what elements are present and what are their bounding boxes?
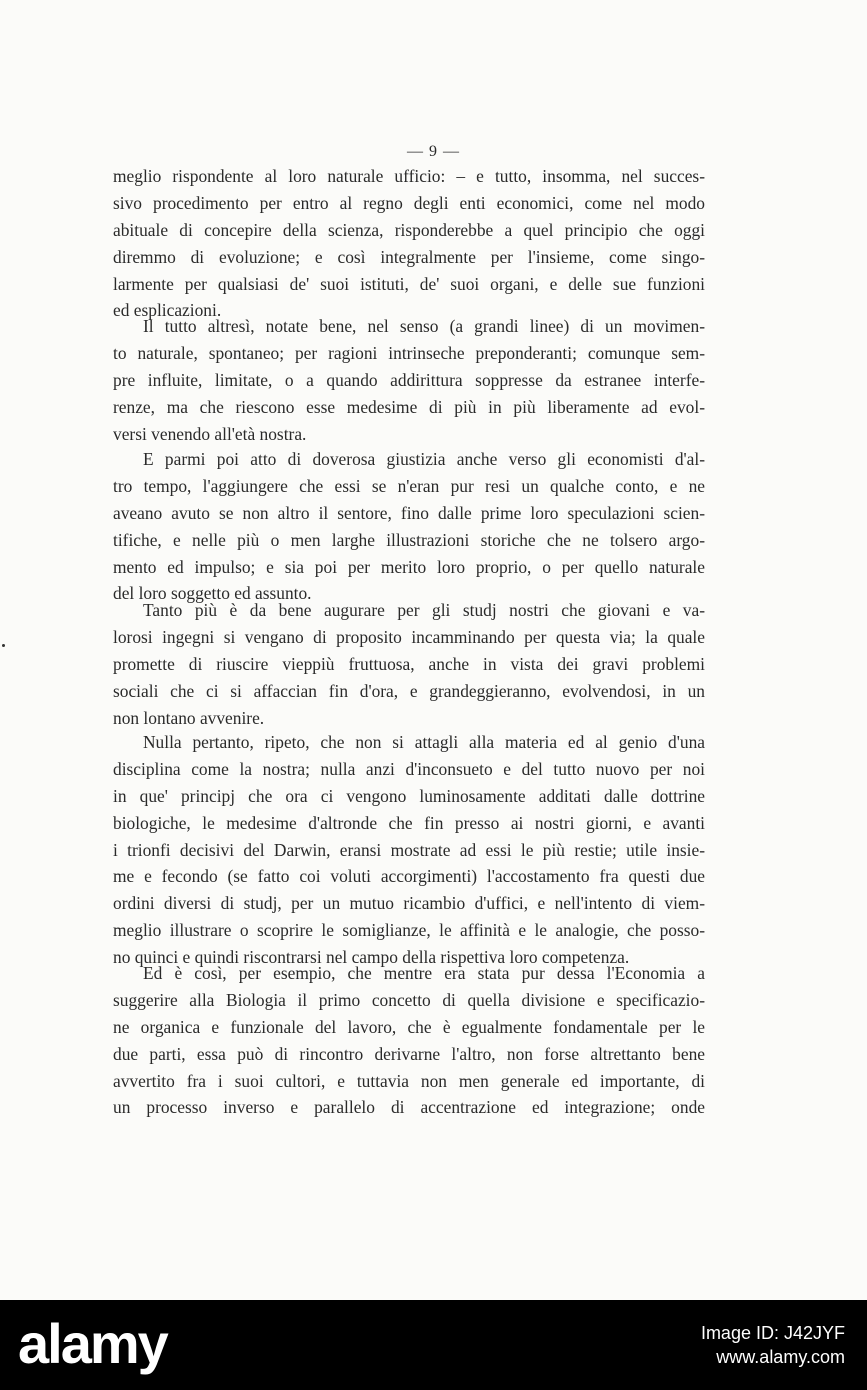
text-line: avvertito fra i suoi cultori, e tuttavia non men generale ed importante, di — [113, 1070, 705, 1091]
text-line: Il tutto altresì, notate bene, nel senso (a grandi linee) di un movimen- — [143, 316, 705, 336]
text-line: meglio illustrare o scoprire le somiglianze, le affinità e le analogie, che posso- — [113, 920, 705, 941]
text-line: due parti, essa può di rincontro derivarne l'altro, non forse altrettanto bene — [113, 1043, 705, 1064]
text-line: no quinci e quindi riscontrarsi nel campo della rispettiva loro competenza. — [113, 947, 630, 968]
paragraph-5 — [113, 729, 705, 971]
text-line: un processo inverso e parallelo di accentrazione ed integrazione; onde — [113, 1097, 705, 1118]
text-line: versi venendo all'età nostra. — [113, 423, 307, 444]
text-line: tifiche, e nelle più o men larghe illustrazioni storiche che ne tolsero argo- — [113, 529, 705, 550]
image-id: Image ID: J42JYF — [700, 1323, 845, 1343]
margin-mark — [2, 644, 5, 647]
site-url: www.alamy.com — [716, 1347, 845, 1367]
paragraph-4 — [113, 597, 705, 731]
text-line: biologiche, le medesime d'altronde che fin presso ai nostri giorni, e avanti — [113, 812, 705, 833]
text-line: renze, ma che riescono esse medesime di più in più liberamente ad evol- — [113, 396, 705, 417]
text-line: Nulla pertanto, ripeto, che non si attagli alla materia ed al genio d'una — [143, 732, 705, 752]
text-line: lorosi ingegni si vengano di proposito incamminando per questa via; la quale — [113, 626, 705, 647]
stock-info — [701, 1322, 845, 1370]
text-line: sivo procedimento per entro al regno degli enti economici, come nel modo — [113, 192, 705, 213]
text-line: promette di riuscire vieppiù fruttuosa, anche in vista dei gravi problemi — [113, 653, 705, 674]
text-line: ordini diversi di studj, per un mutuo ricambio d'uffici, e nell'intento di viem- — [113, 893, 705, 914]
stock-watermark-bar — [0, 1300, 867, 1390]
text-line: Ed è così, per esempio, che mentre era stata pur dessa l'Economia a — [143, 963, 705, 983]
text-line: aveano avuto se non altro il sentore, fino dalle prime loro speculazioni scien- — [113, 502, 705, 523]
text-line: suggerire alla Biologia il primo concetto di quella divisione e specificazio- — [113, 989, 705, 1010]
text-line: sociali che ci si affaccian fin d'ora, e grandeggieranno, evolvendosi, in un — [113, 680, 705, 701]
text-line: meglio rispondente al loro naturale ufficio: – e tutto, insomma, nel succes- — [113, 166, 705, 186]
text-line: non lontano avvenire. — [113, 707, 265, 728]
text-line: mento ed impulso; e sia poi per merito loro proprio, o per quello naturale — [113, 556, 705, 577]
text-line: larmente per qualsiasi de' suoi istituti, de' suoi organi, e delle sue funzioni — [113, 273, 705, 294]
text-line: abituale di concepire della scienza, risponderebbe a quel principio che oggi — [113, 219, 705, 240]
alamy-logo: alamy — [18, 1312, 167, 1375]
text-line: in que' principj che ora ci vengono luminosamente additati dalle dottrine — [113, 785, 705, 806]
text-line: i trionfi decisivi del Darwin, eransi mostrate ad essi le più restie; utile insie- — [113, 839, 705, 860]
text-line: me e fecondo (se fatto coi voluti accorgimenti) l'accostamento fra questi due — [113, 866, 705, 887]
text-line: Tanto più è da bene augurare per gli studj nostri che giovani e va- — [143, 600, 705, 620]
page-number: — 9 — — [407, 143, 460, 160]
text-line: diremmo di evoluzione; e così integralmente per l'insieme, come singo- — [113, 246, 705, 267]
text-line: ne organica e funzionale del lavoro, che è egualmente fondamentale per le — [113, 1016, 705, 1037]
text-line: ed esplicazioni. — [113, 300, 222, 321]
text-line: del loro soggetto ed assunto. — [113, 583, 312, 604]
text-line: pre influite, limitate, o a quando addirittura soppresse da estranee interfe- — [113, 369, 705, 390]
paragraph-6 — [113, 960, 705, 1121]
text-line: E parmi poi atto di doverosa giustizia anche verso gli economisti d'al- — [143, 449, 705, 469]
paragraph-2 — [113, 313, 705, 447]
text-line: tro tempo, l'aggiungere che essi se n'eran pur resi un qualche conto, e ne — [113, 475, 705, 496]
text-line: to naturale, spontaneo; per ragioni intrinseche preponderanti; comunque sem- — [113, 342, 705, 363]
paragraph-3 — [113, 446, 705, 607]
text-line: disciplina come la nostra; nulla anzi d'inconsueto e del tutto nuovo per noi — [113, 758, 705, 779]
paragraph-1 — [113, 163, 705, 324]
